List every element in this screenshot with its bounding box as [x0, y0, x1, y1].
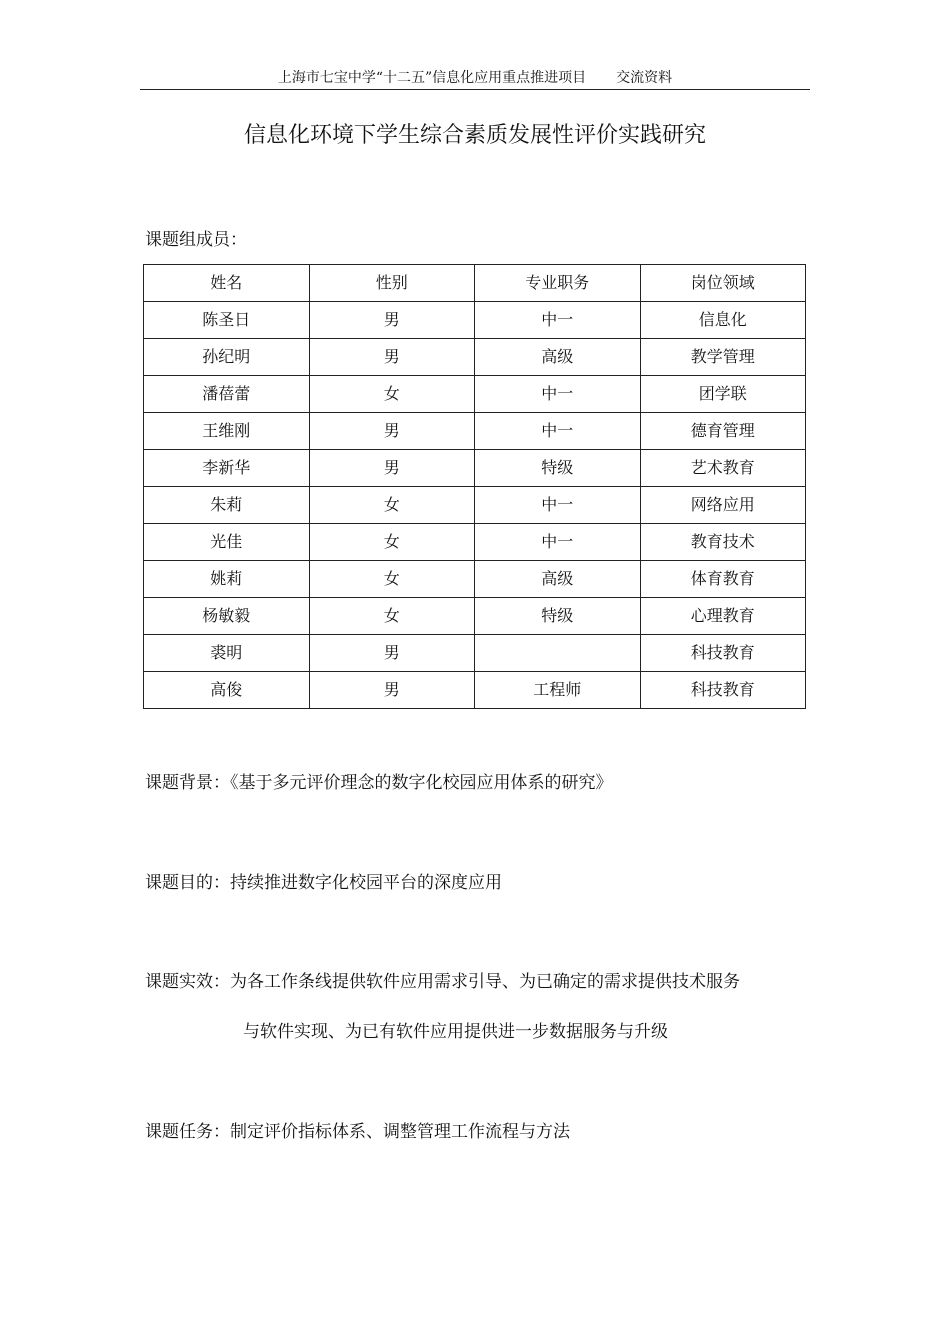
cell-field: 德育管理	[640, 413, 806, 450]
header-project-text: 上海市七宝中学“十二五”信息化应用重点推进项目	[277, 70, 587, 86]
cell-title: 工程师	[475, 672, 641, 709]
cell-gender: 男	[309, 450, 475, 487]
cell-title: 高级	[475, 561, 641, 598]
cell-field: 科技教育	[640, 635, 806, 672]
table-row	[144, 635, 806, 672]
cell-name: 李新华	[144, 450, 310, 487]
cell-title: 高级	[475, 339, 641, 376]
members-table	[143, 264, 806, 709]
background-paragraph: 课题背景：《基于多元评价理念的数字化校园应用体系的研究》	[145, 773, 613, 793]
table-row	[144, 413, 806, 450]
column-header-title: 专业职务	[475, 265, 641, 302]
cell-title: 特级	[475, 450, 641, 487]
effect-paragraph-line1: 课题实效：为各工作条线提供软件应用需求引导、为已确定的需求提供技术服务	[145, 972, 740, 992]
cell-title: 中一	[475, 524, 641, 561]
cell-field: 信息化	[640, 302, 806, 339]
table-row	[144, 598, 806, 635]
cell-title: 特级	[475, 598, 641, 635]
table-row	[144, 302, 806, 339]
cell-field: 科技教育	[640, 672, 806, 709]
cell-name: 孙纪明	[144, 339, 310, 376]
effect-paragraph-line2: 与软件实现、为已有软件应用提供进一步数据服务与升级	[243, 1022, 668, 1042]
table-row	[144, 376, 806, 413]
cell-gender: 男	[309, 635, 475, 672]
cell-name: 朱莉	[144, 487, 310, 524]
cell-gender: 女	[309, 376, 475, 413]
table-row	[144, 450, 806, 487]
table-row	[144, 339, 806, 376]
cell-gender: 女	[309, 524, 475, 561]
cell-name: 高俊	[144, 672, 310, 709]
page-header	[140, 70, 810, 90]
column-header-name: 姓名	[144, 265, 310, 302]
cell-name: 姚莉	[144, 561, 310, 598]
cell-gender: 女	[309, 598, 475, 635]
members-label: 课题组成员：	[145, 230, 247, 250]
table-row	[144, 561, 806, 598]
task-paragraph: 课题任务：制定评价指标体系、调整管理工作流程与方法	[145, 1122, 570, 1142]
cell-title	[475, 635, 641, 672]
cell-title: 中一	[475, 487, 641, 524]
cell-gender: 女	[309, 561, 475, 598]
cell-field: 体育教育	[640, 561, 806, 598]
cell-field: 教育技术	[640, 524, 806, 561]
column-header-field: 岗位领域	[640, 265, 806, 302]
members-table-body	[144, 265, 806, 709]
table-row	[144, 524, 806, 561]
cell-name: 王维刚	[144, 413, 310, 450]
cell-name: 光佳	[144, 524, 310, 561]
cell-gender: 男	[309, 672, 475, 709]
cell-title: 中一	[475, 302, 641, 339]
cell-gender: 男	[309, 339, 475, 376]
table-header-row	[144, 265, 806, 302]
header-material-text: 交流资料	[616, 70, 673, 86]
cell-field: 心理教育	[640, 598, 806, 635]
goal-paragraph: 课题目的：持续推进数字化校园平台的深度应用	[145, 873, 502, 893]
cell-title: 中一	[475, 413, 641, 450]
cell-field: 团学联	[640, 376, 806, 413]
table-row	[144, 672, 806, 709]
cell-name: 潘蓓蕾	[144, 376, 310, 413]
cell-gender: 男	[309, 413, 475, 450]
cell-gender: 女	[309, 487, 475, 524]
cell-gender: 男	[309, 302, 475, 339]
cell-name: 杨敏毅	[144, 598, 310, 635]
cell-field: 网络应用	[640, 487, 806, 524]
column-header-gender: 性别	[309, 265, 475, 302]
cell-name: 裘明	[144, 635, 310, 672]
cell-field: 教学管理	[640, 339, 806, 376]
cell-title: 中一	[475, 376, 641, 413]
document-title: 信息化环境下学生综合素质发展性评价实践研究	[243, 123, 706, 148]
table-row	[144, 487, 806, 524]
cell-name: 陈圣日	[144, 302, 310, 339]
cell-field: 艺术教育	[640, 450, 806, 487]
